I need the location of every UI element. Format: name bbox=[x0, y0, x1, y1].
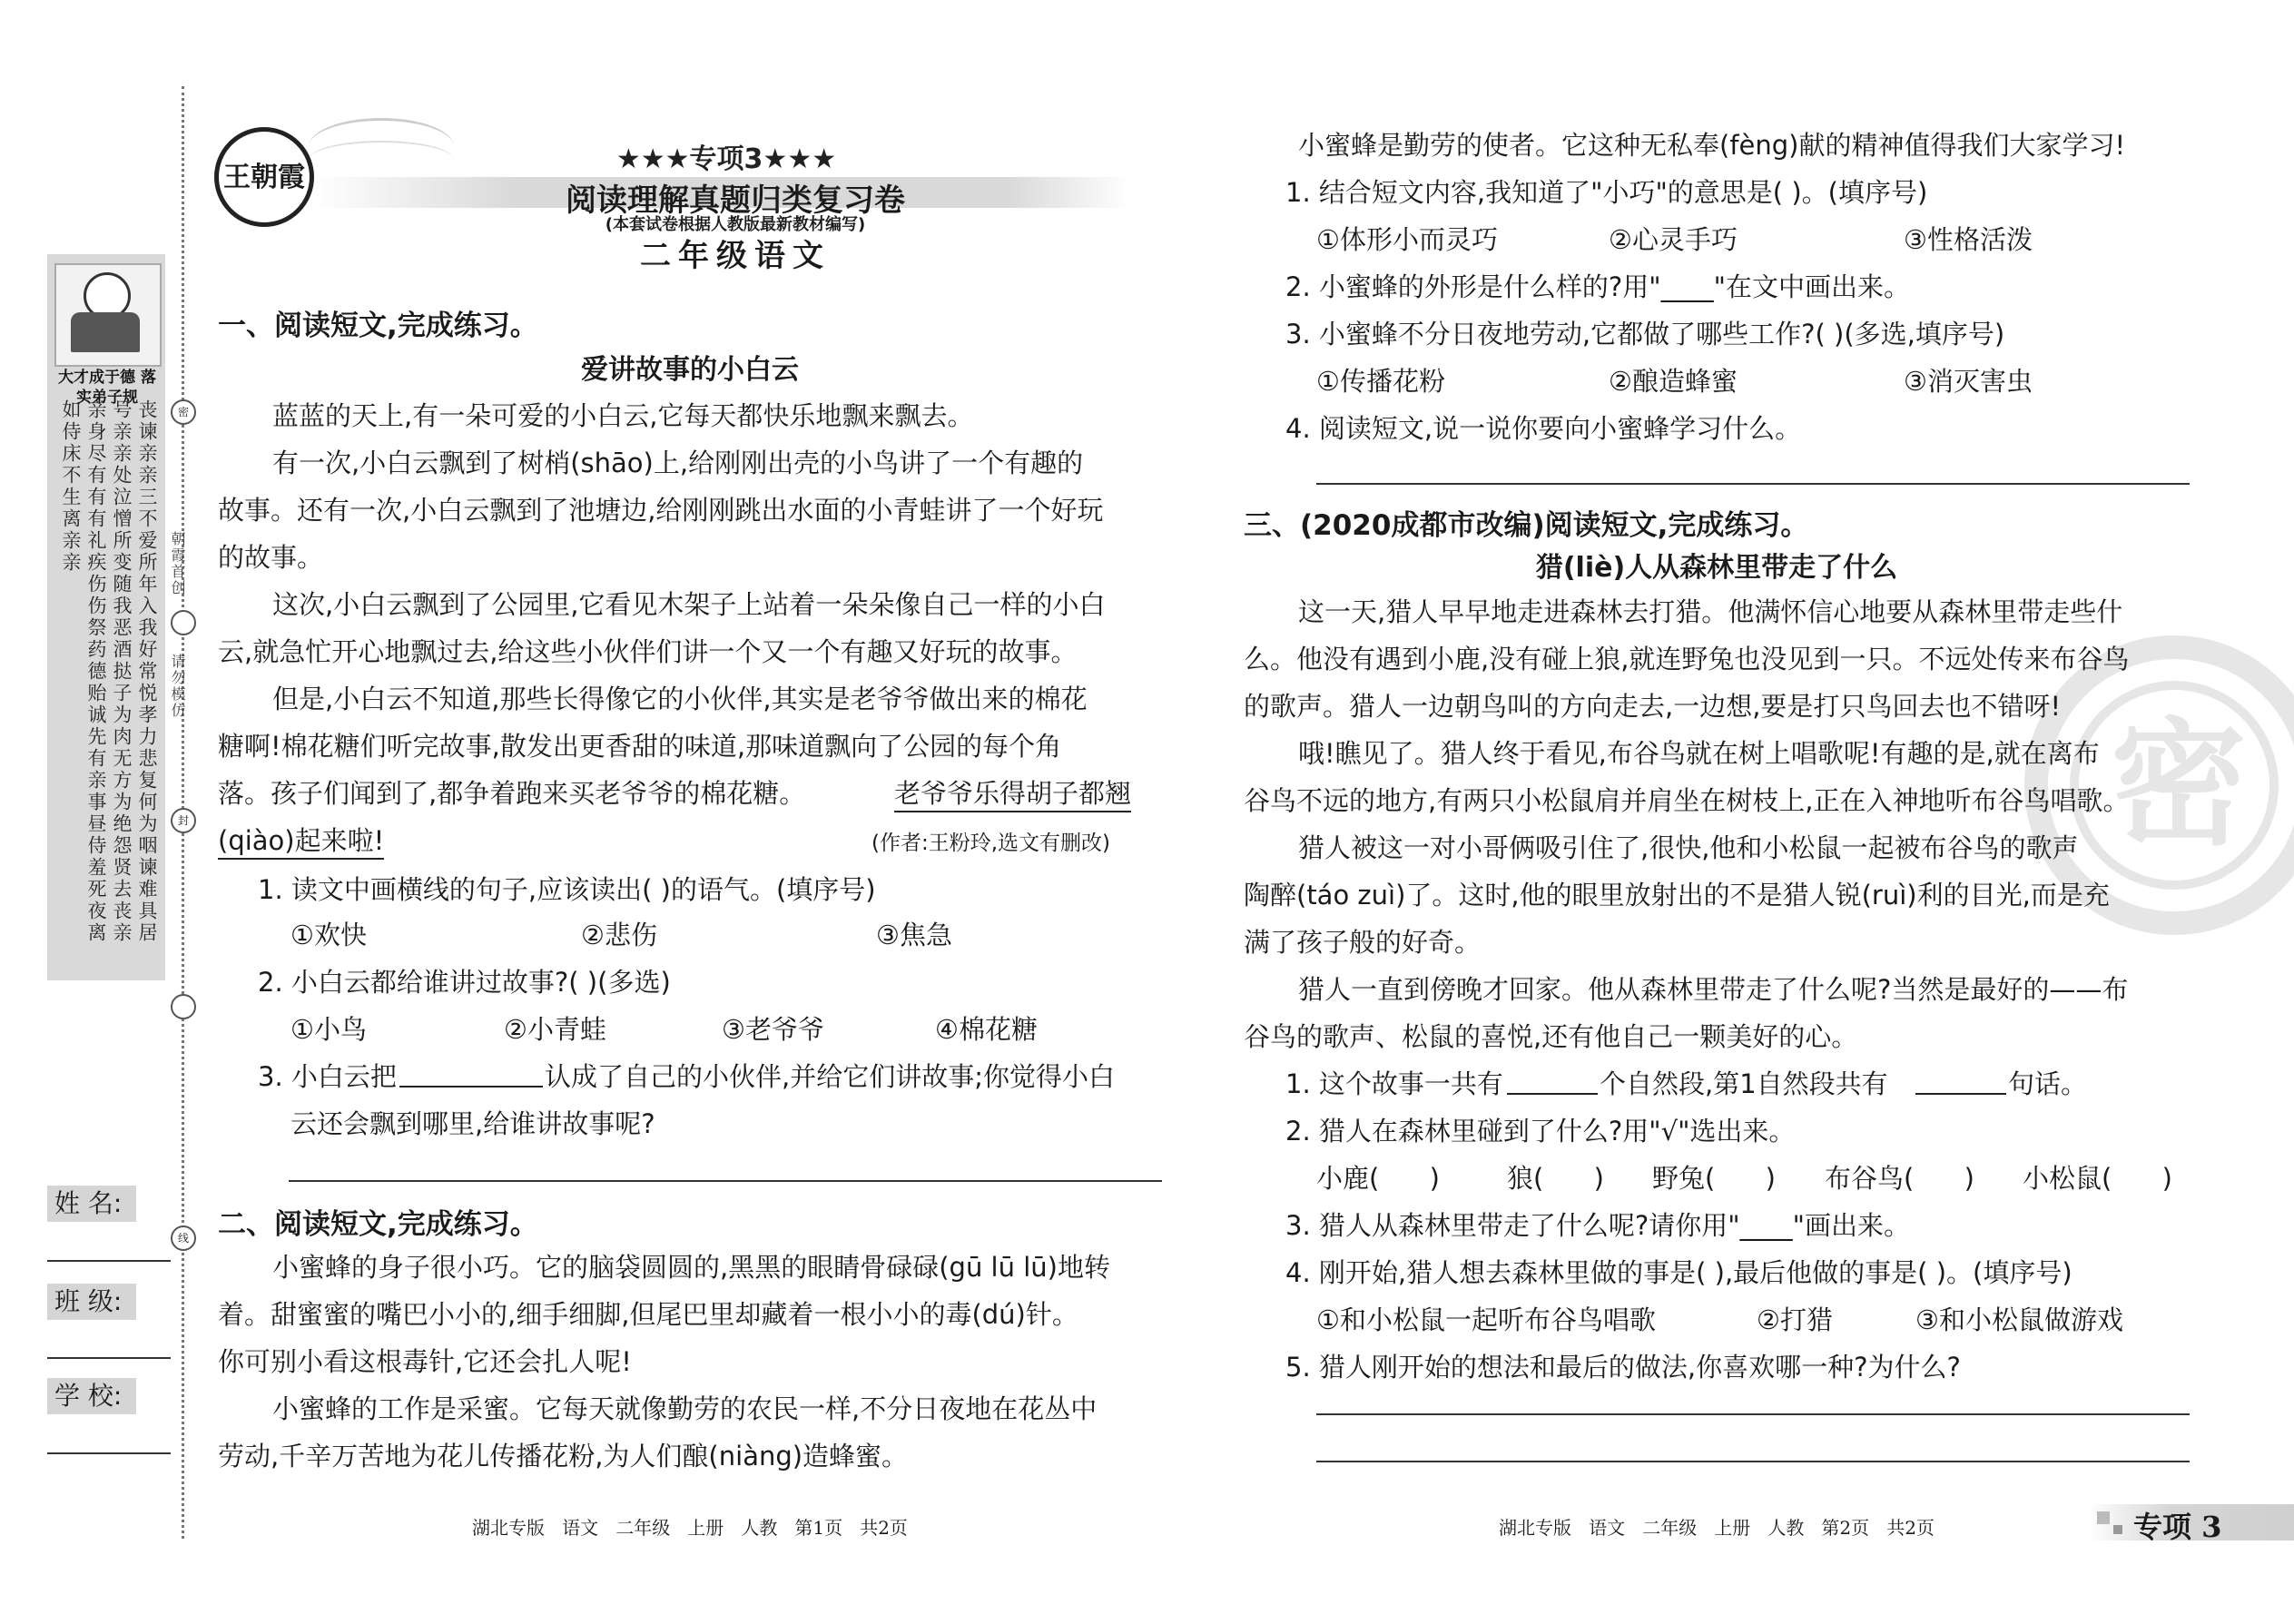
s3-q2-option-2[interactable]: 狼( ) bbox=[1507, 1163, 1604, 1194]
s1-question-3-part-b: 认成了自己的小伙伴,并给它们讲故事;你觉得小白 bbox=[545, 1061, 1115, 1092]
s3-para-1-line-2: 么。他没有遇到小鹿,没有碰上狼,就连野兔也没见到一只。不远处传来布谷鸟 bbox=[1244, 644, 2130, 674]
section3-heading: 三、(2020成都市改编)阅读短文,完成练习。 bbox=[1244, 509, 1809, 542]
name-label: 姓 名: bbox=[47, 1186, 136, 1222]
s3-question-2: 2. 猎人在森林里碰到了什么?用"√"选出来。 bbox=[1285, 1116, 1796, 1147]
school-field[interactable] bbox=[47, 1452, 171, 1454]
s2-para-2-line-2: 劳动,千辛万苦地为花儿传播花粉,为人们酿(niàng)造蜂蜜。 bbox=[218, 1441, 909, 1471]
sage-body-icon bbox=[71, 312, 140, 352]
grade-label: 二年级语文 bbox=[640, 238, 831, 274]
header-ribbon-decoration-2 bbox=[309, 141, 454, 179]
s2-question-3: 3. 小蜜蜂不分日夜地劳动,它都做了哪些工作?( )(多选,填序号) bbox=[1285, 319, 2005, 349]
s3-para-3-line-2: 陶醉(táo zuì)了。这时,他的眼里放射出的不是猎人锐(ruì)利的目光,而是充 bbox=[1244, 880, 2110, 910]
footer-page-2: 湖北专版 语文 二年级 上册 人教 第2页 共2页 bbox=[1499, 1517, 1935, 1539]
s2-para-1-line-3: 你可别小看这根毒针,它还会扎人呢! bbox=[218, 1346, 632, 1377]
s1-q1-option-2: ②悲伤 bbox=[581, 920, 657, 950]
s3-q2-option-5[interactable]: 小松鼠( ) bbox=[2023, 1163, 2172, 1194]
footer-badge-square-2 bbox=[2113, 1525, 2122, 1534]
s2-para-1-line-1: 小蜜蜂的身子很小巧。它的脑袋圆圆的,黑黑的眼睛骨碌碌(gū lū lū)地转 bbox=[272, 1252, 1110, 1283]
s1-question-3-part-c: 云还会飘到哪里,给谁讲故事呢? bbox=[290, 1108, 655, 1139]
s1-q2-option-2: ②小青蛙 bbox=[504, 1014, 606, 1045]
s2-question-4: 4. 阅读短文,说一说你要向小蜜蜂学习什么。 bbox=[1285, 413, 1802, 444]
gutter-text-1: 朝霞首创 bbox=[169, 531, 186, 596]
s2-para-3: 小蜜蜂是勤劳的使者。它这种无私奉(fèng)献的精神值得我们大家学习! bbox=[1298, 130, 2126, 161]
s1-answer-line[interactable] bbox=[289, 1180, 1162, 1182]
s3-para-4-line-2: 谷鸟的歌声、松鼠的喜悦,还有他自己一颗美好的心。 bbox=[1244, 1021, 1858, 1052]
s3-q1-blank-1[interactable] bbox=[1507, 1093, 1598, 1095]
s2-q3-option-2: ②酿造蜂蜜 bbox=[1609, 366, 1738, 397]
s1-q2-option-3: ③老爷爷 bbox=[722, 1014, 824, 1045]
s1-q2-option-4: ④棉花糖 bbox=[935, 1014, 1038, 1045]
school-label: 学 校: bbox=[47, 1378, 136, 1414]
s3-para-4-line-1: 猎人一直到傍晚才回家。他从森林里带走了什么呢?当然是最好的——布 bbox=[1298, 974, 2129, 1005]
sidebar-motto: 大才成于德 落实弟子规 bbox=[58, 369, 156, 407]
footer-badge-label: 专项 3 bbox=[2133, 1510, 2222, 1544]
s1-para-3-line-2: 云,就急忙开心地飘过去,给这些小伙伴们讲一个又一个有趣又好玩的故事。 bbox=[218, 636, 1078, 667]
s3-q4-option-2: ②打猎 bbox=[1757, 1304, 1833, 1335]
s3-question-5: 5. 猎人刚开始的想法和最后的做法,你喜欢哪一种?为什么? bbox=[1285, 1352, 1961, 1383]
s2-q1-option-1: ①体形小而灵巧 bbox=[1316, 224, 1498, 255]
s3-question-1-part-c: 句话。 bbox=[2008, 1068, 2088, 1099]
gutter-circle-2 bbox=[171, 994, 196, 1019]
s3-q2-option-1[interactable]: 小鹿( ) bbox=[1316, 1163, 1440, 1194]
s2-question-1: 1. 结合短文内容,我知道了"小巧"的意思是( )。(填序号) bbox=[1285, 177, 1928, 208]
s3-para-1-line-3: 的歌声。猎人一边朝鸟叫的方向走去,一边想,要是打只鸟回去也不错呀! bbox=[1244, 691, 2062, 722]
s3-q1-blank-2[interactable] bbox=[1915, 1093, 2006, 1095]
s1-para-4-line-3: 落。孩子们闻到了,都争着跑来买老爷爷的棉花糖。 bbox=[218, 778, 806, 809]
s2-answer-line[interactable] bbox=[1316, 483, 2190, 485]
footer-badge-square-1 bbox=[2097, 1511, 2110, 1524]
s2-q1-option-2: ②心灵手巧 bbox=[1609, 224, 1738, 255]
s1-question-2: 2. 小白云都给谁讲过故事?( )(多选) bbox=[258, 967, 671, 998]
s3-para-2-line-2: 谷鸟不远的地方,有两只小松鼠肩并肩坐在树枝上,正在入神地听布谷鸟唱歌。 bbox=[1244, 785, 2130, 816]
gutter-circle-1 bbox=[171, 610, 196, 635]
s3-answer-line-1[interactable] bbox=[1316, 1413, 2190, 1415]
section3-story-title: 猎(liè)人从森林里带走了什么 bbox=[1535, 552, 1898, 584]
s3-q4-option-1: ①和小松鼠一起听布谷鸟唱歌 bbox=[1316, 1304, 1656, 1335]
s3-para-2-line-1: 哦!瞧见了。猎人终于看见,布谷鸟就在树上唱歌呢!有趣的是,就在离布 bbox=[1298, 738, 2100, 769]
watermark-glyph: 密 bbox=[2110, 706, 2247, 864]
s2-q3-option-1: ①传播花粉 bbox=[1316, 366, 1445, 397]
s2-para-1-line-2: 着。甜蜜蜜的嘴巴小小的,细手细脚,但尾巴里却藏着一根小小的毒(dú)针。 bbox=[218, 1299, 1078, 1330]
s3-q2-option-4[interactable]: 布谷鸟( ) bbox=[1825, 1163, 1974, 1194]
s1-underlined-sentence-1: 老爷爷乐得胡子都翘 bbox=[894, 773, 1131, 812]
s3-para-3-line-3: 满了孩子般的好奇。 bbox=[1244, 927, 1482, 958]
gutter-mark-1: 密 bbox=[171, 399, 196, 425]
s1-para-2-line-1: 有一次,小白云飘到了树梢(shāo)上,给刚刚出壳的小鸟讲了一个有趣的 bbox=[272, 448, 1084, 478]
footer-page-1: 湖北专版 语文 二年级 上册 人教 第1页 共2页 bbox=[472, 1517, 908, 1539]
series-label: ★★★专项3★★★ bbox=[615, 143, 837, 175]
class-label: 班 级: bbox=[47, 1284, 136, 1320]
s1-para-2-line-2: 故事。还有一次,小白云飘到了池塘边,给刚刚跳出水面的小青蛙讲了一个好玩 bbox=[218, 495, 1104, 526]
gutter-text-2: 请勿模仿 bbox=[169, 654, 186, 719]
s1-para-1: 蓝蓝的天上,有一朵可爱的小白云,它每天都快乐地飘来飘去。 bbox=[272, 400, 974, 431]
s3-question-1-part-a: 1. 这个故事一共有 bbox=[1285, 1068, 1503, 1099]
s1-q3-blank[interactable] bbox=[399, 1086, 543, 1088]
s1-question-3-part-a: 3. 小白云把 bbox=[258, 1061, 397, 1092]
gutter-mark-3: 线 bbox=[171, 1225, 196, 1251]
s1-para-4-line-1: 但是,小白云不知道,那些长得像它的小伙伴,其实是老爷爷做出来的棉花 bbox=[272, 684, 1088, 714]
s2-q1-option-3: ③性格活泼 bbox=[1904, 224, 2033, 255]
gutter-mark-2: 封 bbox=[171, 808, 196, 833]
s1-para-3-line-1: 这次,小白云飘到了公园里,它看见木架子上站着一朵朵像自己一样的小白 bbox=[272, 589, 1106, 620]
s3-q4-option-3: ③和小松鼠做游戏 bbox=[1915, 1304, 2123, 1335]
s1-para-4-line-2: 糖啊!棉花糖们听完故事,散发出更香甜的味道,那味道飘向了公园的每个角 bbox=[218, 731, 1062, 762]
s3-answer-line-2[interactable] bbox=[1316, 1461, 2190, 1462]
s1-underlined-sentence-2: (qiào)起来啦! bbox=[218, 821, 384, 860]
sidebar-poem: 丧谏亲亲三不爱所年入我好常悦孝力悲复何为咽谏难具居号亲亲处泣憎所变随我恶酒挞子为肉无方为绝怨贤去丧亲亲身尽有有有礼疾伤伤祭药德贻诚先有亲事昼侍羞死夜离如侍床不生离亲亲 bbox=[60, 399, 158, 944]
s1-q1-option-3: ③焦急 bbox=[876, 920, 952, 950]
s3-question-1-part-b: 个自然段,第1自然段共有 bbox=[1600, 1068, 1888, 1099]
class-field[interactable] bbox=[47, 1357, 171, 1359]
name-field[interactable] bbox=[47, 1260, 171, 1262]
s1-para-2-line-3: 的故事。 bbox=[218, 542, 324, 573]
s3-para-3-line-1: 猎人被这一对小哥俩吸引住了,很快,他和小松鼠一起被布谷鸟的歌声 bbox=[1298, 832, 2079, 863]
section1-heading: 一、阅读短文,完成练习。 bbox=[218, 310, 538, 342]
brand-logo-text: 王朝霞 bbox=[223, 162, 305, 193]
s3-question-3: 3. 猎人从森林里带走了什么呢?请你用"____"画出来。 bbox=[1285, 1210, 1910, 1241]
s1-q2-option-1: ①小鸟 bbox=[290, 1014, 367, 1045]
s2-question-2: 2. 小蜜蜂的外形是什么样的?用"____"在文中画出来。 bbox=[1285, 271, 1910, 302]
s2-para-2-line-1: 小蜜蜂的工作是采蜜。它每天就像勤劳的农民一样,不分日夜地在花丛中 bbox=[272, 1393, 1098, 1424]
section2-heading: 二、阅读短文,完成练习。 bbox=[218, 1208, 538, 1241]
s3-q2-option-3[interactable]: 野兔( ) bbox=[1652, 1163, 1776, 1194]
s1-source: (作者:王粉玲,选文有删改) bbox=[871, 832, 1111, 855]
s3-para-1-line-1: 这一天,猎人早早地走进森林去打猎。他满怀信心地要从森林里带走些什 bbox=[1298, 596, 2123, 627]
paper-subtitle: (本套试卷根据人教版最新教材编写) bbox=[605, 215, 866, 234]
paper-title: 阅读理解真题归类复习卷 bbox=[566, 182, 905, 219]
s2-q3-option-3: ③消灭害虫 bbox=[1904, 366, 2033, 397]
section1-story-title: 爱讲故事的小白云 bbox=[581, 354, 799, 386]
s1-question-1: 1. 读文中画横线的句子,应该读出( )的语气。(填序号) bbox=[258, 874, 876, 905]
s1-q1-option-1: ①欢快 bbox=[290, 920, 367, 950]
s3-question-4: 4. 刚开始,猎人想去森林里做的事是( ),最后他做的事是( )。(填序号) bbox=[1285, 1257, 2072, 1288]
